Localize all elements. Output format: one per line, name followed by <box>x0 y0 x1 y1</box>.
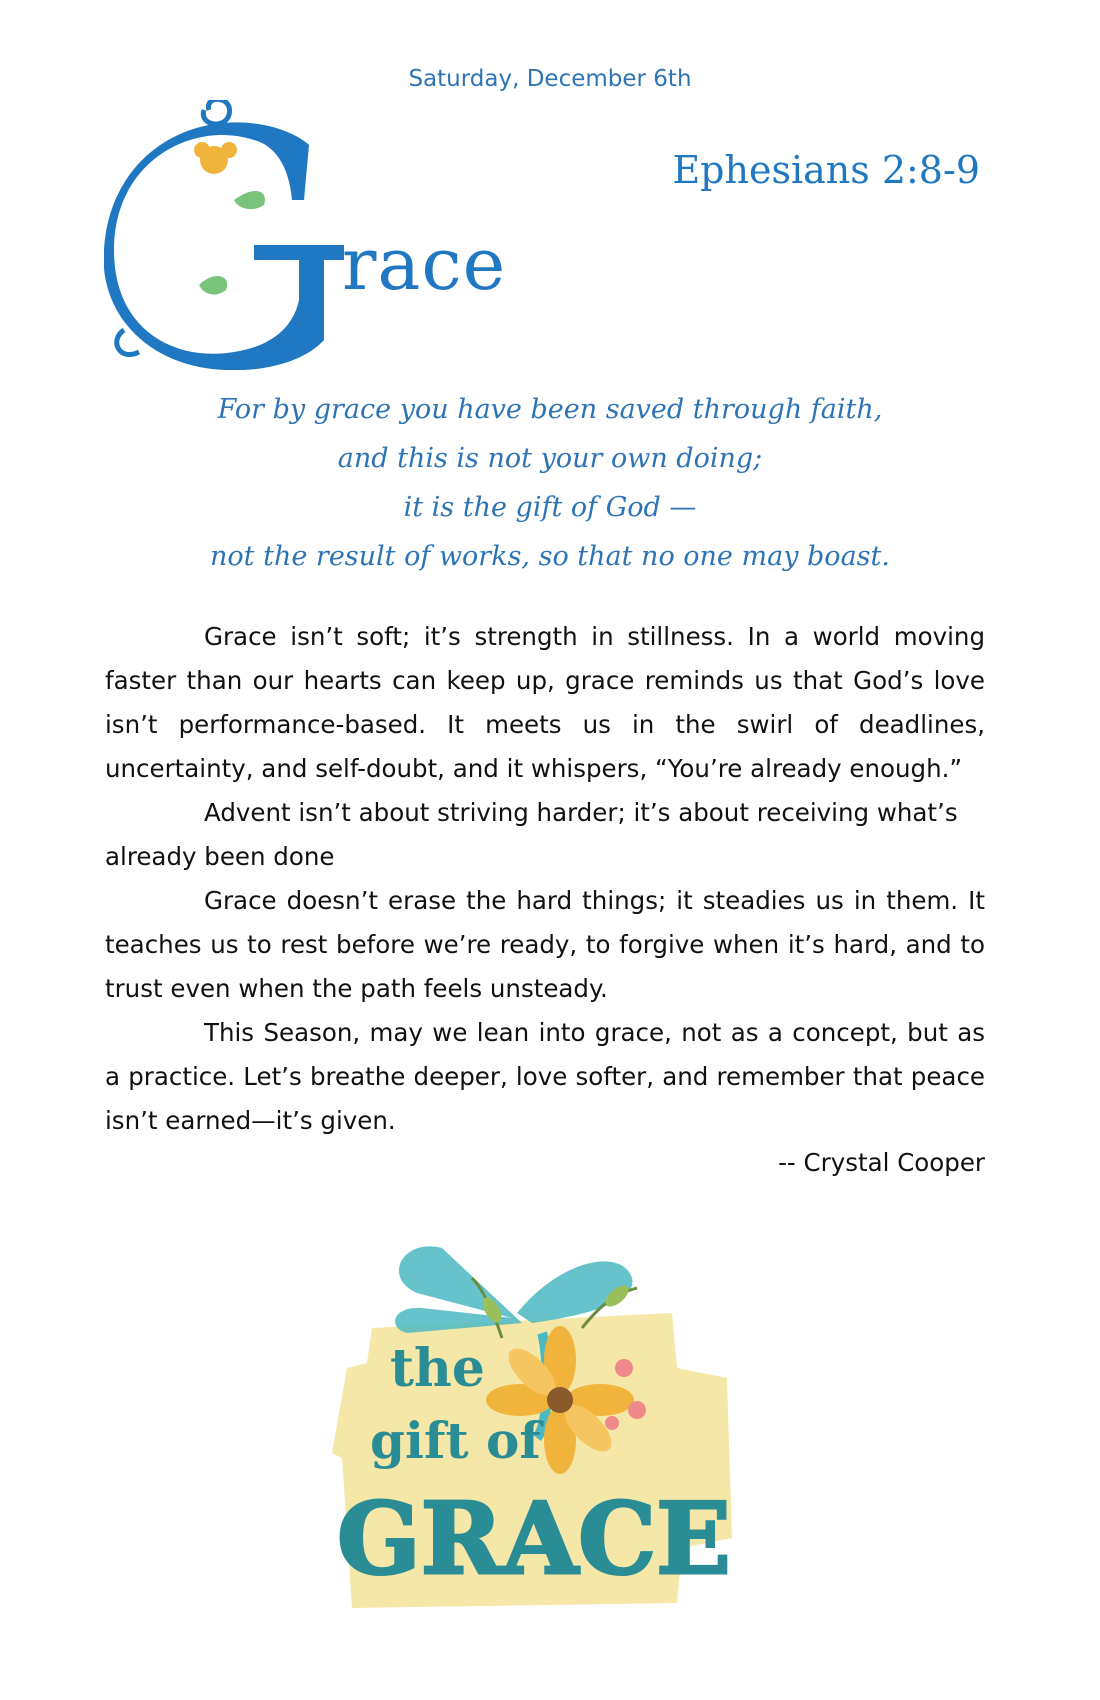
scripture-reference: Ephesians 2:8-9 <box>672 148 980 192</box>
artwork-line-gift-of: gift of <box>370 1411 541 1470</box>
verse-line: and this is not your own doing; <box>337 443 763 474</box>
author-signature: -- Crystal Cooper <box>778 1148 985 1177</box>
title-rest: race <box>342 222 507 306</box>
artwork-line-grace: GRACE <box>337 1482 731 1597</box>
gift-of-grace-artwork <box>332 1218 744 1613</box>
body-paragraph: This Season, may we lean into grace, not as a concept, but as a practice. Let’s breathe deeper, love softer, and remember that peace isn’t earned—it’s given. <box>105 1018 985 1135</box>
body-paragraph: Grace doesn’t erase the hard things; it steadies us in them. It teaches us to rest before we’re ready, to forgive when it’s hard, and to trust even when the path feels unsteady. <box>105 886 985 1003</box>
date-heading: Saturday, December 6th <box>408 66 692 92</box>
verse-line: For by grace you have been saved through faith, <box>217 394 883 425</box>
body-paragraph: Grace isn’t soft; it’s strength in stillness. In a world moving faster than our hearts can keep up, grace reminds us that God’s love isn’t performance-based. It meets us in the swirl of deadlines, uncertainty, and self-doubt, and it whispers, “You’re already enough.” <box>105 622 985 783</box>
devotional-body <box>105 615 985 1143</box>
scripture-verse <box>0 385 1100 581</box>
decorated-initial-g <box>104 100 354 370</box>
body-paragraph: Advent isn’t about striving harder; it’s about receiving what’s already been done <box>105 798 958 871</box>
verse-line: it is the gift of God — <box>403 492 697 523</box>
artwork-line-the: the <box>390 1338 485 1399</box>
verse-line: not the result of works, so that no one may boast. <box>210 541 890 572</box>
